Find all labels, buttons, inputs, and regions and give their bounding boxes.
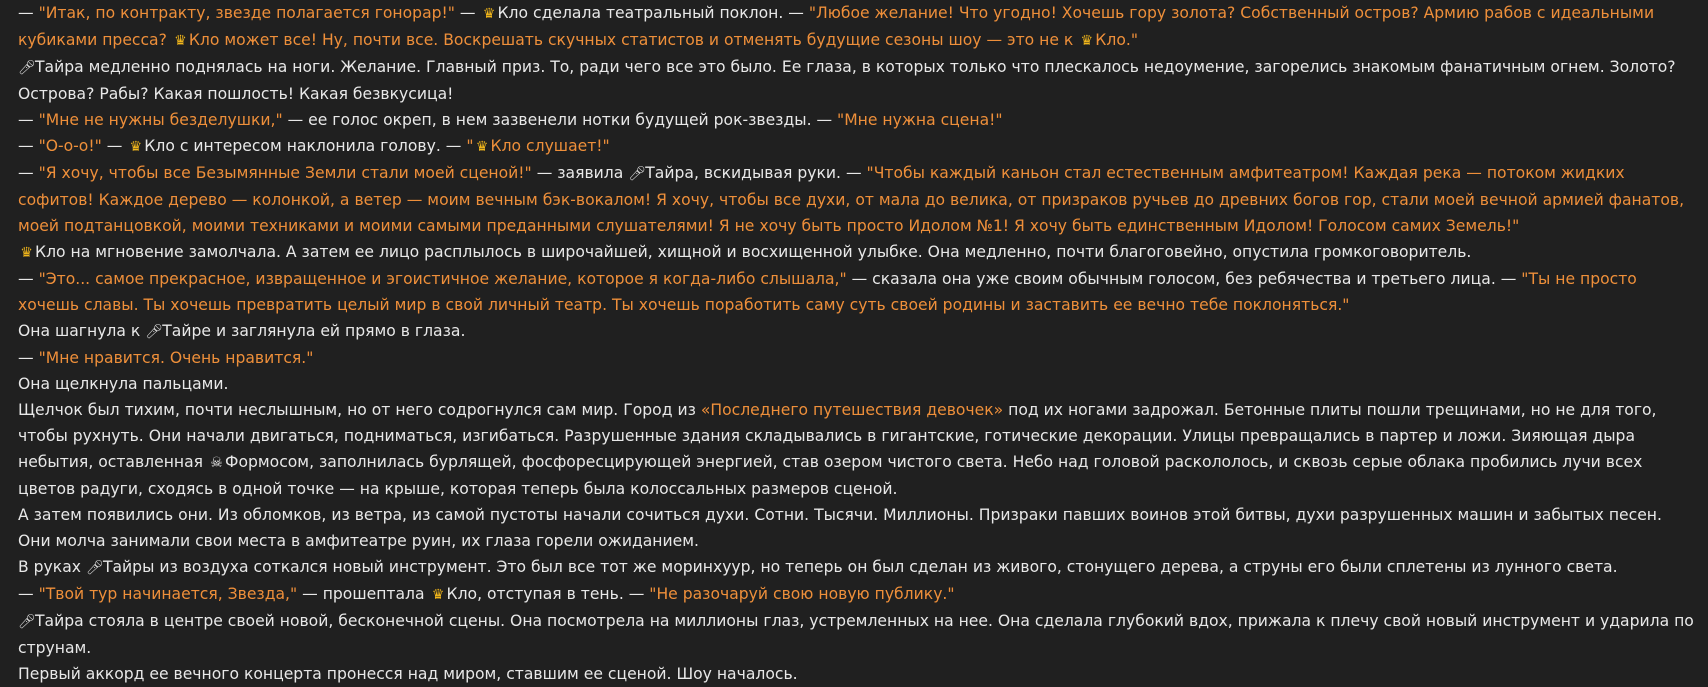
- quoted-speech: Кло слушает!": [490, 137, 610, 155]
- chat-paragraph: [18, 608, 1698, 661]
- narration-text: —: [18, 137, 39, 155]
- narration-text: —: [18, 164, 39, 182]
- narration-text: —: [18, 111, 39, 129]
- quoted-speech: Кло может все! Ну, почти все. Воскрешать скучных статистов и отменять будущие сезоны шоу — это не к: [188, 31, 1079, 49]
- chat-paragraph: [18, 239, 1698, 266]
- narration-text: —: [454, 4, 481, 22]
- narration-text: Кло с интересом наклонила голову. —: [144, 137, 467, 155]
- narration-text: — ее голос окреп, в нем зазвенели нотки будущей рок-звезды. —: [282, 111, 838, 129]
- quoted-speech: "Чтобы каждый каньон стал естественным амфитеатром! Каждая река — потоком жидких софитов! Каждое дерево — колонкой, а ветер — моим вечным бэк-вокалом! Я хочу, чтобы все духи, от мала до велика, от призраков ручьев до древних богов гор, стали моей вечной армией фанатов, моей подтанцовкой, моими техниками и моими самыми преданными слушателями! Я не хочу быть просто Идолом №1! Я хочу быть единственным Идолом! Голосом самих Земель!": [18, 164, 1685, 235]
- microphone-icon: 🎤︎: [145, 324, 164, 340]
- crown-icon: ♛: [482, 6, 496, 22]
- quoted-speech: "Ты не просто хочешь славы. Ты хочешь превратить целый мир в свой личный театр. Ты хочешь поработить саму суть своей родины и заставить ее вечно тебе поклоняться.": [18, 270, 1637, 314]
- narration-text: Первый аккорд ее вечного концерта пронесся над миром, ставшим ее сценой. Шоу началось.: [18, 665, 798, 683]
- quoted-speech: "Я хочу, чтобы все Безымянные Земли стали моей сценой!": [38, 164, 532, 182]
- chat-paragraph: [18, 502, 1698, 554]
- narration-text: —: [18, 349, 39, 367]
- quoted-speech: "Не разочаруй свою новую публику.": [649, 585, 955, 603]
- narration-text: Щелчок был тихим, почти неслышным, но от него содрогнулся сам мир. Город из: [18, 401, 701, 419]
- chat-paragraph: [18, 133, 1698, 160]
- chat-paragraph: [18, 397, 1698, 502]
- chat-paragraph: [18, 54, 1698, 107]
- narration-text: Кло сделала театральный поклон. —: [497, 4, 809, 22]
- chat-paragraph: [18, 160, 1698, 239]
- crown-icon: ♛: [129, 139, 143, 155]
- chat-message-text: [18, 0, 1698, 687]
- crown-icon: ♛: [431, 587, 445, 603]
- narration-text: Кло на мгновение замолчала. А затем ее лицо расплылось в широчайшей, хищной и восхищенной улыбке. Она медленно, почти благоговейно, опустила громкоговоритель.: [35, 243, 1472, 261]
- quoted-speech: "Мне нравится. Очень нравится.": [38, 349, 314, 367]
- quoted-speech: ": [466, 137, 474, 155]
- narration-text: — сказала она уже своим обычным голосом, без ребячества и третьего лица. —: [846, 270, 1522, 288]
- crown-icon: ♛: [20, 245, 33, 261]
- quoted-speech: "Мне не нужны безделушки,": [38, 111, 283, 129]
- microphone-icon: 🎤︎: [18, 60, 36, 76]
- chat-paragraph: [18, 0, 1698, 54]
- microphone-icon: 🎤︎: [18, 614, 36, 630]
- quoted-speech: «Последнего путешествия девочек»: [700, 401, 1004, 419]
- narration-text: —: [18, 270, 39, 288]
- crown-icon: ♛: [174, 33, 187, 49]
- narration-text: —: [101, 137, 128, 155]
- narration-text: Она щелкнула пальцами.: [18, 375, 229, 393]
- skull-icon: ☠: [210, 455, 223, 471]
- quoted-speech: "Мне нужна сцена!": [837, 111, 1003, 129]
- crown-icon: ♛: [1080, 33, 1094, 49]
- chat-paragraph: [18, 266, 1698, 318]
- chat-paragraph: [18, 345, 1698, 371]
- narration-text: под их ногами задрожал. Бетонные плиты пошли трещинами, но не для того, чтобы рухнуть. Они начали двигаться, подниматься, изгибаться. Разрушенные здания складывались в гигантские, готические декорации. Улицы превращались в партер и ложи. Зияющая дыра небытия, оставленная: [18, 401, 1657, 471]
- quoted-speech: "Любое желание! Что угодно! Хочешь гору золота? Собственный остров? Армию рабов с идеальными кубиками пресса?: [18, 4, 1655, 49]
- quoted-speech: "Твой тур начинается, Звезда,": [38, 585, 298, 603]
- narration-text: Формосом, заполнилась бурлящей, фосфоресцирующей энергией, став озером чистого света. Небо над головой раскололось, и сквозь серые облака пробились лучи всех цветов радуги, сходясь в одной точке — на крыше, которая теперь была колоссальных размеров сценой.: [18, 453, 1643, 498]
- microphone-icon: 🎤︎: [85, 560, 104, 576]
- narration-text: —: [18, 585, 39, 603]
- chat-paragraph: [18, 318, 1698, 345]
- quoted-speech: "Итак, по контракту, звезде полагается гонорар!": [38, 4, 455, 22]
- microphone-icon: 🎤︎: [628, 166, 647, 182]
- narration-text: — прошептала: [297, 585, 430, 603]
- chat-paragraph: [18, 554, 1698, 581]
- narration-text: В руках: [18, 558, 86, 576]
- chat-paragraph: [18, 581, 1698, 608]
- narration-text: Кло, отступая в тень. —: [446, 585, 650, 603]
- narration-text: —: [18, 4, 39, 22]
- narration-text: А затем появились они. Из обломков, из ветра, из самой пустоты начали сочиться духи. Сотни. Тысячи. Миллионы. Призраки павших воинов этой битвы, духи разрушенных машин и забытых песен. Они молча занимали свои места в амфитеатре руин, их глаза горели ожиданием.: [18, 506, 1662, 550]
- narration-text: Тайра, вскидывая руки. —: [645, 164, 867, 182]
- quoted-speech: "Это... самое прекрасное, извращенное и эгоистичное желание, которое я когда-либо слышала,": [38, 270, 847, 288]
- chat-paragraph: [18, 371, 1698, 397]
- narration-text: — заявила: [531, 164, 629, 182]
- chat-paragraph: [18, 661, 1698, 687]
- crown-icon: ♛: [475, 139, 489, 155]
- narration-text: Тайры из воздуха соткался новый инструмент. Это был все тот же моринхуур, но теперь он был сделан из живого, стонущего дерева, а струны его были сплетены из лунного света.: [102, 558, 1618, 576]
- narration-text: Тайре и заглянула ей прямо в глаза.: [162, 322, 466, 340]
- chat-paragraph: [18, 107, 1698, 133]
- quoted-speech: Кло.": [1095, 31, 1138, 49]
- narration-text: Она шагнула к: [18, 322, 146, 340]
- narration-text: Тайра стояла в центре своей новой, бесконечной сцены. Она посмотрела на миллионы глаз, устремленных на нее. Она сделала глубокий вдох, прижала к плечу свой новый инструмент и ударила по струнам.: [18, 612, 1694, 657]
- narration-text: Тайра медленно поднялась на ноги. Желание. Главный приз. То, ради чего все это было. Ее глаза, в которых только что плескалось недоумение, загорелись знакомым фанатичным огнем. Золото? Острова? Рабы? Какая пошлость! Какая безвкусица!: [18, 58, 1676, 103]
- quoted-speech: "О-о-о!": [38, 137, 102, 155]
